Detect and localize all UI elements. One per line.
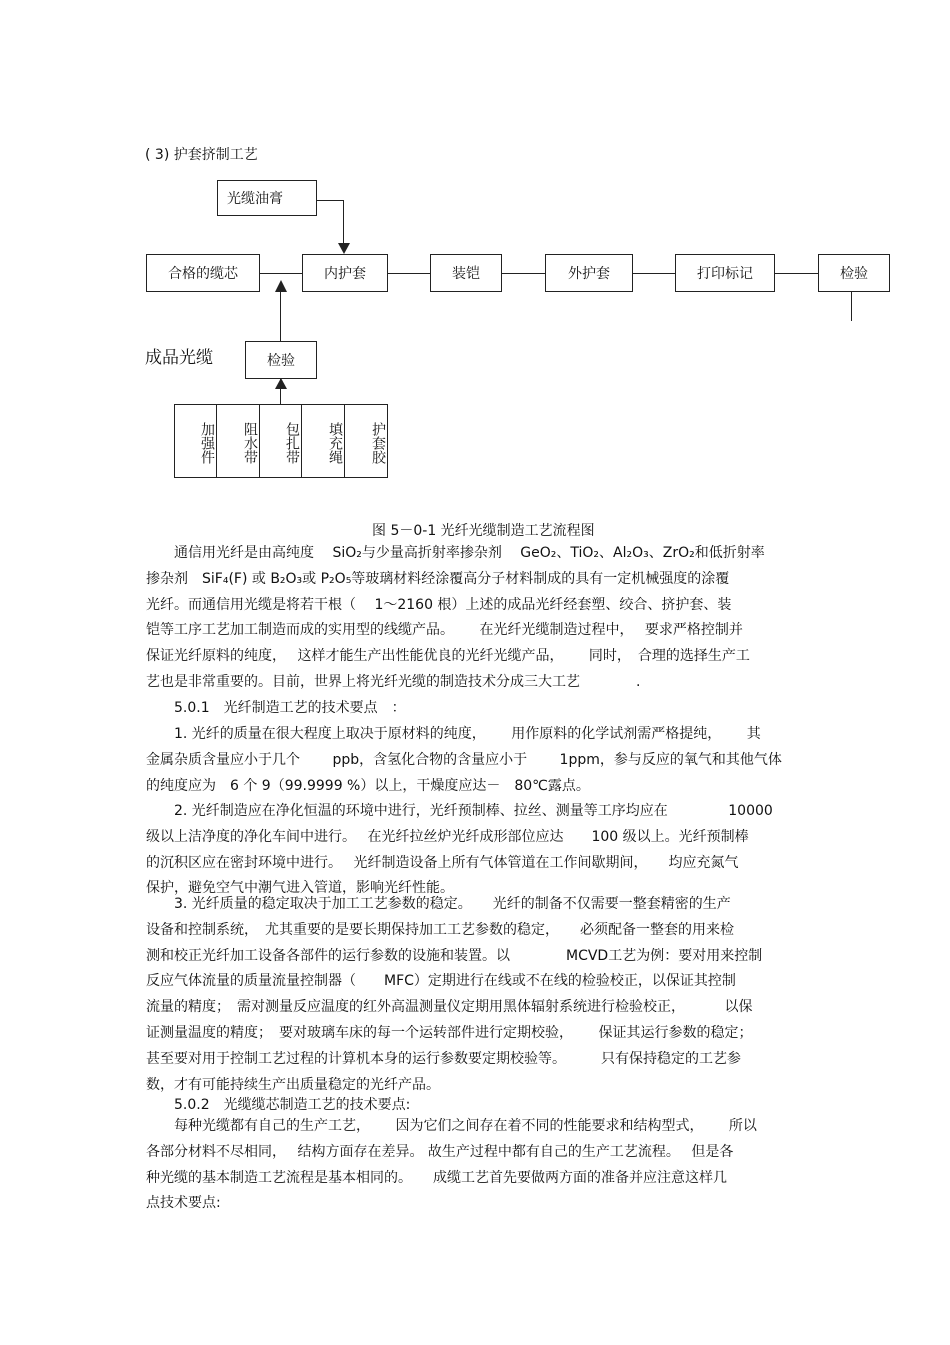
material-box-water-blocking-tape: 阻水带	[216, 404, 260, 478]
connector-line	[260, 273, 303, 274]
text-line: 保证光纤原料的纯度， 这样才能生产出性能优良的光纤光缆产品， 同时， 合理的选择生产工	[146, 648, 750, 665]
connector-line	[633, 273, 676, 274]
text-line: 证测量温度的精度； 要对玻璃车床的每一个运转部件进行定期校验， 保证其运行参数的稳定；	[146, 1024, 753, 1041]
flow-box-qualified-core: 合格的缆芯	[146, 254, 260, 292]
text-line: 1. 光纤的质量在很大程度上取决于原材料的纯度， 用作原料的化学试剂需严格提纯， 其	[174, 726, 761, 742]
paragraph-closing	[146, 1114, 818, 1217]
text-line: 级以上洁净度的净化车间中进行。 在光纤拉丝炉光纤成形部位应达 100 级以上。光纤预制棒	[146, 828, 749, 845]
connector-line	[851, 292, 852, 321]
text-line: 艺也是非常重要的。目前，世界上将光纤光缆的制造技术分成三大工艺 .	[146, 673, 641, 690]
text-line: 通信用光纤是由高纯度 SiO₂与少量高折射率掺杂剂 GeO₂、TiO₂、Al₂O₃、ZrO₂和低折射率	[174, 545, 765, 561]
flow-box-outer-sheath: 外护套	[545, 254, 633, 292]
flow-box-armoring: 装铠	[430, 254, 502, 292]
flow-box-final-inspection: 检验	[818, 254, 890, 292]
connector-line	[388, 273, 431, 274]
connector-line	[775, 273, 819, 274]
figure-caption: 图 5－0-1 光纤光缆制造工艺流程图	[372, 523, 595, 539]
connector-line	[502, 273, 546, 274]
material-box-strength-member: 加强件	[174, 404, 217, 478]
text-line: 反应气体流量的质量流量控制器（ MFC）定期进行在线或不在线的检验校正，以保证其控制	[146, 973, 736, 990]
text-line: 设备和控制系统， 尤其重要的是要长期保持加工工艺参数的稳定， 必须配备一整套的用来检	[146, 921, 734, 938]
text-line: 铠等工序工艺加工制造而成的实用型的线缆产品。 在光纤光缆制造过程中， 要求严格控制并	[146, 622, 743, 639]
text-line: 的沉积区应在密封环境中进行。 光纤制造设备上所有气体管道在工作间歇期间， 均应充氮气	[146, 854, 739, 871]
flow-box-inner-sheath: 内护套	[302, 254, 388, 292]
paragraph-item-2	[146, 799, 818, 902]
text-line: 各部分材料不尽相同， 结构方面存在差异。 故生产过程中都有自己的生产工艺流程。 但是各	[146, 1143, 734, 1160]
material-box-filler-rope: 填充绳	[301, 404, 345, 478]
text-line: 点技术要点:	[146, 1195, 221, 1212]
section-heading: ( 3) 护套挤制工艺	[145, 147, 258, 163]
text-line: 5.0.2 光缆缆芯制造工艺的技术要点:	[174, 1097, 411, 1113]
text-line: 每种光缆都有自己的生产工艺， 因为它们之间存在着不同的性能要求和结构型式， 所以	[174, 1118, 757, 1134]
text-line: 数，才有可能持续生产出质量稳定的光纤产品。	[146, 1076, 440, 1093]
paragraph-item-3	[146, 892, 818, 1098]
text-line: 5.0.1 光纤制造工艺的技术要点 ：	[174, 700, 406, 716]
text-line: 2. 光纤制造应在净化恒温的环境中进行，光纤预制棒、拉丝、测量等工序均应在 10000	[174, 803, 773, 819]
arrow-up-icon	[275, 378, 287, 390]
flow-box-cable-grease: 光缆油膏	[217, 180, 317, 216]
connector-line	[317, 200, 344, 201]
text-line: 金属杂质含量应小于几个 ppb，含氢化合物的含量应小于 1ppm，参与反应的氧气和其他气体	[146, 751, 782, 768]
material-box-sheath-compound: 护套胶	[344, 404, 388, 478]
text-line: 流量的精度； 需对测量反应温度的红外高温测量仪定期用黑体辐射系统进行检验校正， 以保	[146, 999, 753, 1016]
text-line: 光纤。而通信用光缆是将若干根（ 1～2160 根）上述的成品光纤经套塑、绞合、挤护套、装	[146, 596, 732, 613]
text-line: 保护，避免空气中潮气进入管道，影响光纤性能。	[146, 880, 454, 897]
text-line: 3. 光纤质量的稳定取决于加工工艺参数的稳定。 光纤的制备不仅需要一整套精密的生产	[174, 896, 731, 912]
paragraph-intro	[146, 541, 818, 696]
material-box-wrapping-tape: 包扎带	[259, 404, 302, 478]
text-line: 种光缆的基本制造工艺流程是基本相同的。 成缆工艺首先要做两方面的准备并应注意这样几	[146, 1169, 727, 1186]
connector-line	[343, 200, 344, 246]
flow-box-print-marking: 打印标记	[675, 254, 775, 292]
subsection-heading-501	[146, 696, 818, 722]
text-line: 的纯度应为 6 个 9（99.9999 %）以上，干燥度应达－ 80℃露点。	[146, 777, 590, 794]
text-line: 测和校正光纤加工设备各部件的运行参数的设施和装置。以 MCVD工艺为例：要对用来控制	[146, 947, 763, 964]
flow-box-material-inspection: 检验	[245, 341, 317, 379]
finished-cable-label: 成品光缆	[145, 348, 213, 368]
paragraph-item-1	[146, 722, 818, 799]
arrow-up-icon	[275, 280, 287, 293]
text-line: 甚至要对用于控制工艺过程的计算机本身的运行参数要定期校验等。 只有保持稳定的工艺参	[146, 1050, 741, 1067]
text-line: 掺杂剂 SiF₄(F) 或 B₂O₃或 P₂O₅等玻璃材料经涂覆高分子材料制成的具有一定机械强度的涂覆	[146, 570, 730, 587]
connector-line	[280, 292, 281, 342]
